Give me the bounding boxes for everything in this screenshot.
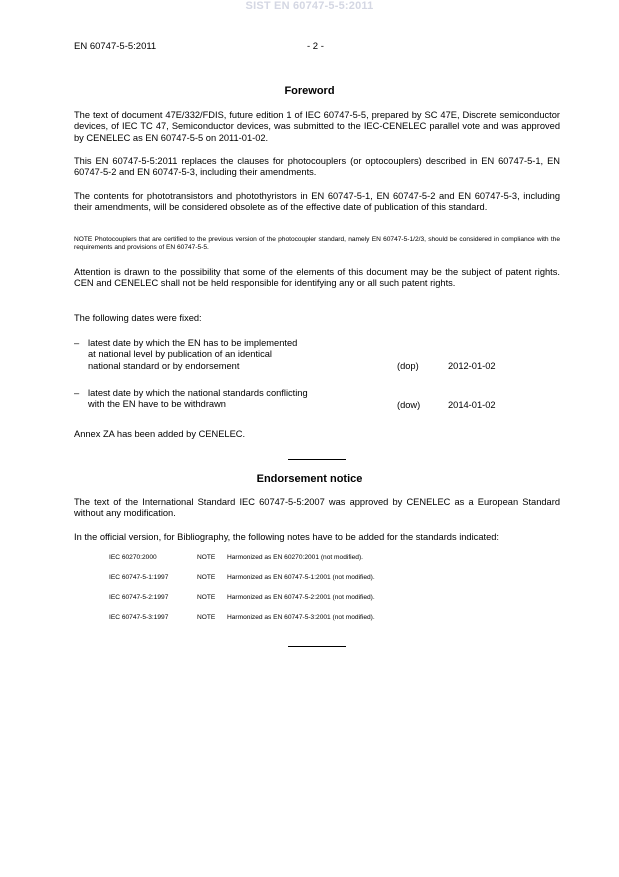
foreword-paragraph-2: This EN 60747-5-5:2011 replaces the clauses for photocouplers (or optocouplers) described in EN 60747-5-1, EN 60747-5-2 and EN 60747-5-3, including their amendments. (74, 156, 560, 178)
bib-harmonized-text: Harmonized as EN 60747-5-3:2001 (not modified). (227, 614, 375, 621)
list-item-dash: – (74, 388, 80, 398)
bib-harmonized-text: Harmonized as EN 60747-5-2:2001 (not modified). (227, 594, 375, 601)
dop-line-2: at national level by publication of an identical (88, 349, 272, 360)
dow-date: 2014-01-02 (448, 400, 496, 410)
dop-date: 2012-01-02 (448, 361, 496, 371)
bib-note-label: NOTE (197, 594, 216, 601)
endorsement-title: Endorsement notice (256, 473, 363, 485)
bib-standard: IEC 60270:2000 (109, 554, 157, 561)
header-page-number: - 2 - (307, 41, 324, 52)
bib-harmonized-text: Harmonized as EN 60270:2001 (not modified). (227, 554, 363, 561)
list-item (88, 338, 358, 372)
bib-note-label: NOTE (197, 614, 216, 621)
dates-intro: The following dates were fixed: (74, 313, 202, 323)
bib-note-label: NOTE (197, 554, 216, 561)
bib-standard: IEC 60747-5-2:1997 (109, 594, 169, 601)
foreword-paragraph-3: The contents for phototransistors and photothyristors in EN 60747-5-1, EN 60747-5-2 and EN 60747-5-3, including their amendments, will be considered obsolete as of the effective date of publication of this standard. (74, 191, 560, 213)
dop-line-3: national standard or by endorsement (88, 360, 240, 371)
endorsement-paragraph-1: The text of the International Standard IEC 60747-5-5:2007 was approved by CENELEC as a European Standard without any modification. (74, 497, 560, 519)
bib-standard: IEC 60747-5-1:1997 (109, 574, 169, 581)
foreword-note: NOTE Photocouplers that are certified to the previous version of the photocoupler standard, namely EN 60747-5-1/2/3, should be considered in compliance with the requirements and provisions of EN 60747-5-5. (74, 236, 560, 252)
foreword-paragraph-4: Attention is drawn to the possibility that some of the elements of this document may be the subject of patent rights. CEN and CENELEC shall not be held responsible for identifying any or all such patent rights. (74, 267, 560, 289)
bib-harmonized-text: Harmonized as EN 60747-5-1:2001 (not modified). (227, 574, 375, 581)
list-item-dash: – (74, 338, 80, 348)
endorsement-paragraph-2: In the official version, for Bibliography, the following notes have to be added for the standards indicated: (74, 532, 499, 542)
section-divider (288, 459, 346, 460)
list-item (88, 388, 358, 411)
annex-statement: Annex ZA has been added by CENELEC. (74, 429, 246, 439)
dop-abbr: (dop) (397, 361, 419, 371)
foreword-paragraph-1: The text of document 47E/332/FDIS, future edition 1 of IEC 60747-5-5, prepared by SC 47E, Discrete semiconductor devices, of IEC TC 47, Semiconductor devices, was submitted to the IEC-CENELEC parallel vote and was approved by CENELEC as EN 60747-5-5 on 2011-01-02. (74, 110, 560, 143)
bib-note-label: NOTE (197, 574, 216, 581)
watermark: SIST EN 60747-5-5:2011 (245, 0, 374, 12)
dow-line-1: latest date by which the national standards conflicting (88, 388, 308, 398)
bib-standard: IEC 60747-5-3:1997 (109, 614, 169, 621)
section-divider-end (288, 646, 346, 647)
header-doc-id: EN 60747-5-5:2011 (74, 41, 157, 52)
foreword-title: Foreword (284, 85, 335, 97)
dop-line-1: latest date by which the EN has to be implemented (88, 338, 298, 348)
dow-line-2: with the EN have to be withdrawn (88, 399, 226, 410)
dow-abbr: (dow) (397, 400, 421, 410)
